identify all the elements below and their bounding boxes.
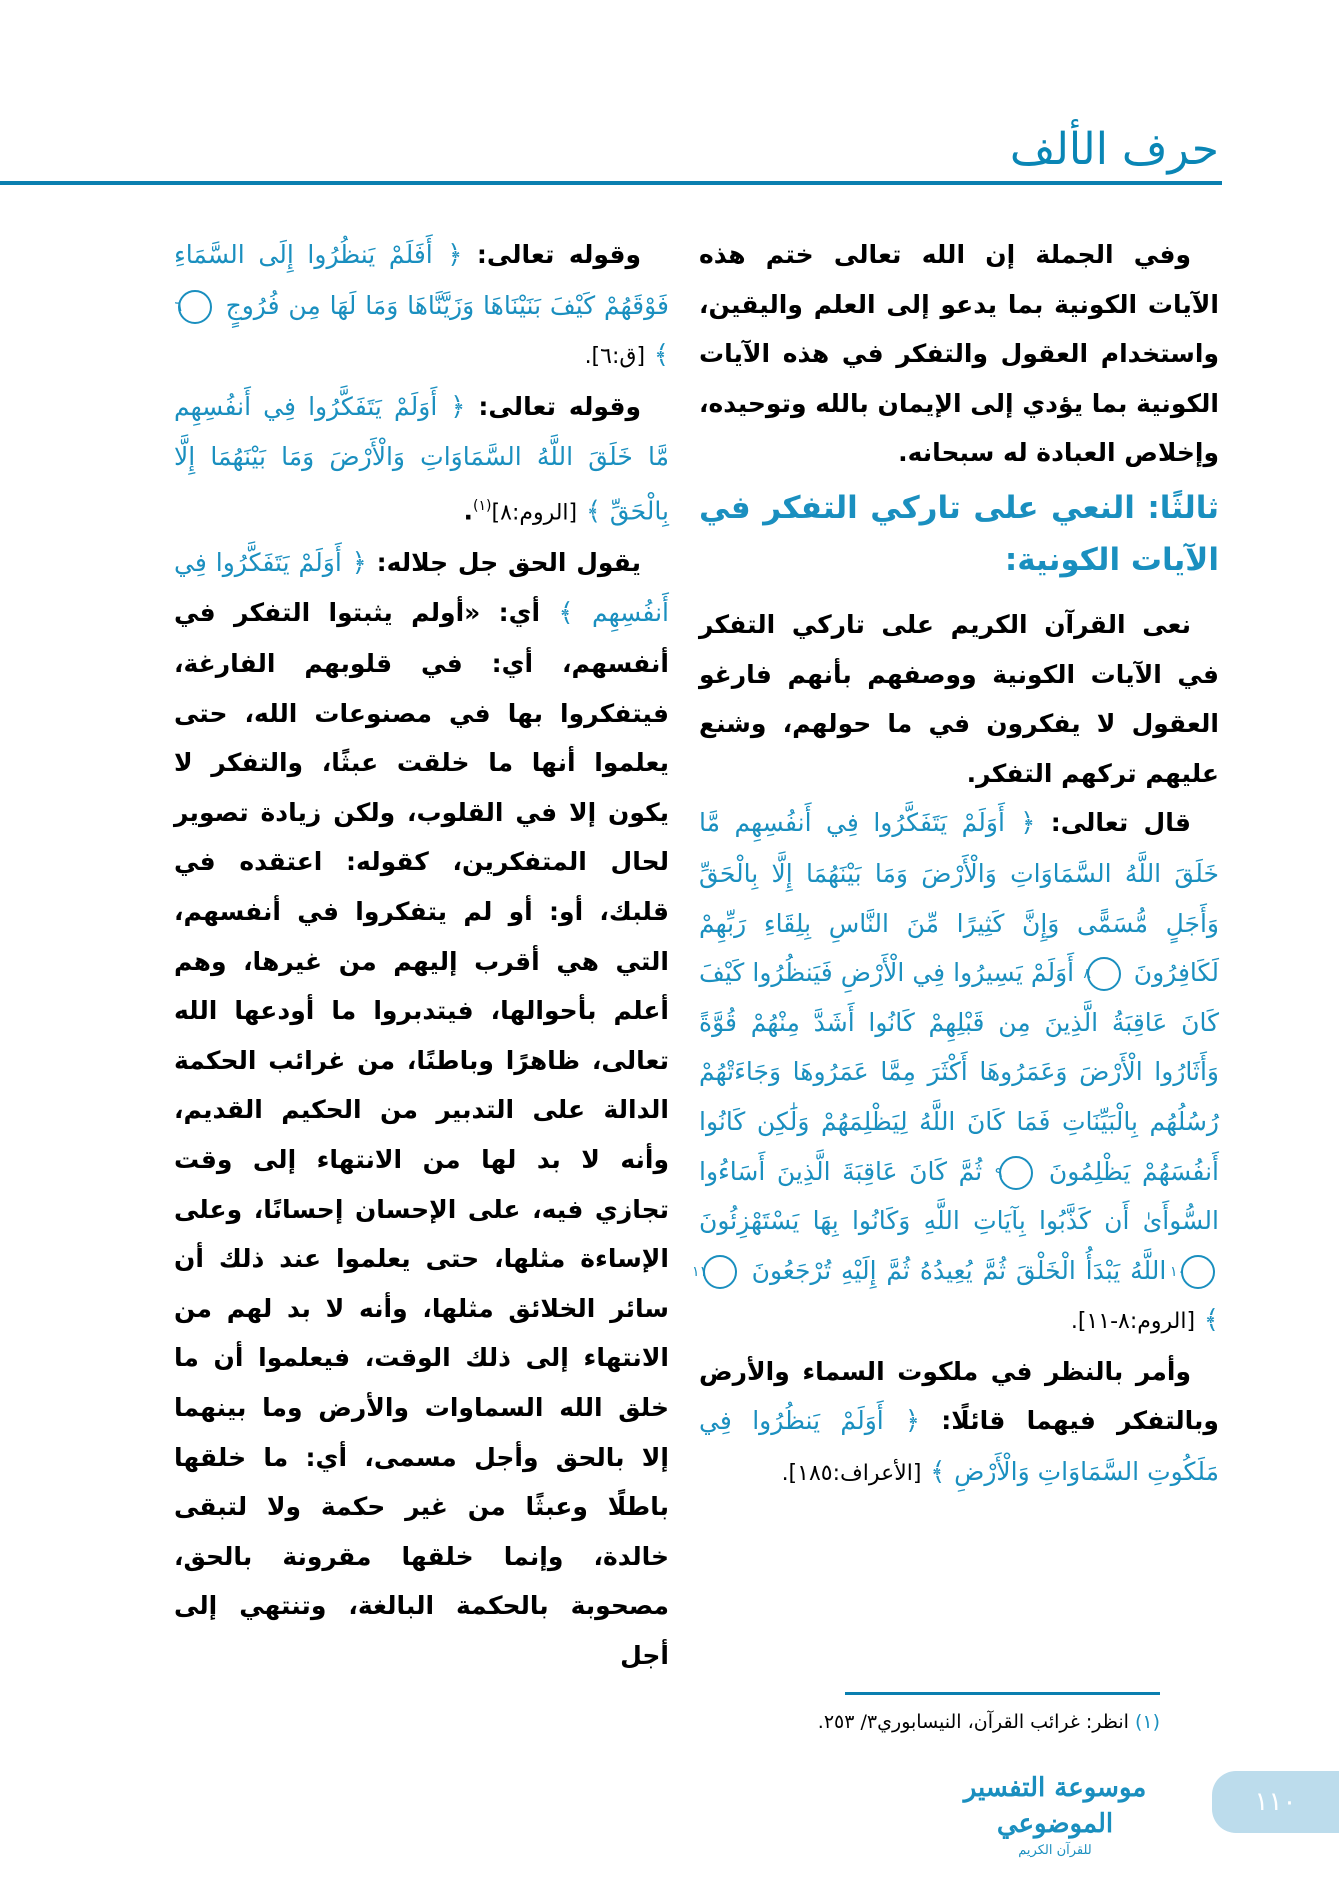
- quran-verse: أَوَلَمْ يَتَفَكَّرُوا فِي أَنفُسِهِم: [174, 547, 669, 628]
- footnote-marker[interactable]: (١): [473, 497, 492, 514]
- paragraph-intro: يقول الحق جل جلاله:: [376, 547, 641, 577]
- ornament-open-icon: ﴿: [450, 391, 466, 422]
- section-heading: ثالثًا: النعي على تاركي التفكر في الآيات الكونية:: [699, 489, 1219, 578]
- ayah-number-badge: ١١: [703, 1255, 737, 1289]
- quran-verse: أَوَلَمْ يَنظُرُوا فِي مَلَكُوتِ السَّمَاوَاتِ وَالْأَرْضِ: [699, 1406, 1219, 1487]
- quote-intro: قال تعالى:: [1050, 808, 1192, 838]
- quran-verse: أَوَلَمْ يَسِيرُوا فِي الْأَرْضِ فَيَنظُرُوا كَيْفَ كَانَ عَاقِبَةُ الَّذِينَ مِن قَبْلِهِمْ كَانُوا أَشَدَّ مِنْهُمْ قُوَّةً وَأَثَارُوا الْأَرْضَ وَعَمَرُوهَا أَكْثَرَ مِمَّا عَمَرُوهَا وَجَاءَتْهُمْ رُسُلُهُم بِالْبَيِّنَاتِ فَمَا كَانَ اللَّهُ لِيَظْلِمَهُمْ وَلَٰكِن كَانُوا أَنفُسَهُمْ يَظْلِمُونَ: [699, 958, 1219, 1186]
- footnote-number: (١): [1134, 1711, 1160, 1733]
- ornament-close-icon: ﴾: [558, 598, 574, 629]
- chapter-title: حرف الألف: [1009, 124, 1219, 175]
- ornament-open-icon: ﴿: [1020, 808, 1036, 839]
- ornament-open-icon: ﴿: [351, 547, 367, 578]
- ornament-close-icon: ﴾: [585, 496, 602, 527]
- header-divider: [0, 181, 1222, 185]
- ayah-number-badge: ٦: [178, 290, 212, 324]
- paragraph-summary: وفي الجملة إن الله تعالى ختم هذه الآيات الكونية بما يدعو إلى العلم واليقين، واستخدام العقول والتفكر في هذه الآيات الكونية بما يؤدي إلى الإيمان بالله وتوحيده، وإخلاص العبادة له سبحانه.: [699, 240, 1219, 468]
- quran-verse: أَوَلَمْ يَتَفَكَّرُوا فِي أَنفُسِهِم مَّا خَلَقَ اللَّهُ السَّمَاوَاتِ وَالْأَرْضَ وَمَا بَيْنَهُمَا إِلَّا بِالْحَقِّ: [174, 391, 669, 526]
- quote-block-rum-8: وقوله تعالى: ﴿ أَوَلَمْ يَتَفَكَّرُوا فِي أَنفُسِهِم مَّا خَلَقَ اللَّهُ السَّمَاوَاتِ وَالْأَرْضَ وَمَا بَيْنَهُمَا إِلَّا بِالْحَقِّ ﴾ [الروم:٨]$^{(١)}$.: [174, 391, 669, 527]
- paragraph-reproach: نعى القرآن الكريم على تاركي التفكر في الآيات الكونية ووصفهم بأنهم فارغو العقول لا يفكرون في ما حولهم، وشنع عليهم تركهم التفكر.: [699, 609, 1219, 788]
- logo-subtitle: للقرآن الكريم: [1018, 1843, 1092, 1858]
- quran-verse: اللَّهُ يَبْدَأُ الْخَلْقَ ثُمَّ يُعِيدُهُ ثُمَّ إِلَيْهِ تُرْجَعُونَ: [751, 1255, 1167, 1285]
- footnote: [660, 1706, 1160, 1738]
- quote-block-qaf: [174, 230, 669, 382]
- right-column: [691, 230, 1219, 1499]
- footnote-divider: [845, 1692, 1160, 1695]
- ayah-number-badge: ١٠: [1181, 1255, 1215, 1289]
- quran-verse: أَوَلَمْ يَتَفَكَّرُوا فِي أَنفُسِهِم مَّا خَلَقَ اللَّهُ السَّمَاوَاتِ وَالْأَرْضَ وَمَا بَيْنَهُمَا إِلَّا بِالْحَقِّ وَأَجَلٍ مُّسَمًّى وَإِنَّ كَثِيرًا مِّنَ النَّاسِ بِلِقَاءِ رَبِّهِمْ لَكَافِرُونَ: [699, 808, 1219, 988]
- quote-block-rum: [691, 798, 1219, 1347]
- verse-reference: [ق:٦].: [584, 344, 646, 370]
- logo-title: موسوعة التفسير الموضوعي: [963, 1773, 1147, 1839]
- ornament-close-icon: ﴾: [653, 340, 669, 371]
- ayah-number-badge: ٩: [999, 1156, 1033, 1190]
- ornament-close-icon: ﴾: [1203, 1305, 1219, 1336]
- encyclopedia-logo: [930, 1770, 1180, 1860]
- ornament-close-icon: ﴾: [930, 1457, 946, 1488]
- quran-verse: ثُمَّ كَانَ عَاقِبَةَ الَّذِينَ أَسَاءُوا السُّوأَىٰ أَن كَذَّبُوا بِآيَاتِ اللَّهِ وَكَانُوا بِهَا يَسْتَهْزِئُونَ: [699, 1156, 1219, 1236]
- quote-intro: وقوله تعالى:: [476, 240, 641, 269]
- left-column: [174, 230, 669, 1681]
- verse-reference: [الروم:٨-١١].: [1070, 1309, 1196, 1335]
- quote-intro: وقوله تعالى:: [478, 391, 641, 421]
- paragraph-commentary: [174, 538, 669, 1681]
- paragraph-command: [699, 1347, 1219, 1499]
- footnote-text: انظر: غرائب القرآن، النيسابوري٣/ ٢٥٣.: [817, 1711, 1129, 1733]
- verse-reference: [الروم:٨]: [491, 500, 578, 526]
- verse-reference: [الأعراف:١٨٥].: [781, 1461, 922, 1487]
- ayah-number-badge: ٨: [1087, 957, 1121, 991]
- quran-verse: أَفَلَمْ يَنظُرُوا إِلَى السَّمَاءِ فَوْقَهُمْ كَيْفَ بَنَيْنَاهَا وَزَيَّنَّاهَا وَمَا لَهَا مِن فُرُوجٍ: [174, 240, 669, 320]
- ornament-open-icon: ﴿: [904, 1406, 921, 1437]
- paragraph-text: أي: «أولم يثبتوا التفكر في أنفسهم، أي: في قلوبهم الفارغة، فيتفكروا بها في مصنوعات الله، حتى يعلموا أنها ما خلقت عبثًا، والتفكر لا يكون إلا في القلوب، ولكن زيادة تصوير لحال المتفكرين، كقوله: اعتقده في قلبك، أو: أو لم يتفكروا في أنفسهم، التي هي أقرب إليهم من غيرها، وهم أعلم بأحوالها، فيتدبروا ما أودعها الله تعالى، ظاهرًا وباطنًا، من غرائب الحكمة الدالة على التدبير من الحكيم القديم، وأنه لا بد لها من الانتهاء إلى وقت تجازي فيه، على الإحسان إحسانًا، وعلى الإساءة مثلها، حتى يعلموا عند ذلك أن سائر الخلائق مثلها، وأنه لا بد لهم من الانتهاء إلى ذلك الوقت، فيعلموا أن ما خلق الله السماوات والأرض وما بينهما إلا بالحق وأجل مسمى، أي: ما خلقها باطلًا وعبثًا من غير حكمة ولا لتبقى خالدة، وإنما خلقها مقرونة بالحق، مصحوبة بالحكمة البالغة، وتنتهي إلى أجل: [174, 598, 669, 1670]
- paragraph-text: وأمر بالنظر في ملكوت السماء والأرض وبالتفكر فيهما قائلًا:: [699, 1356, 1219, 1436]
- page-number-badge: ١١٠: [1212, 1771, 1339, 1833]
- ornament-open-icon: ﴿: [447, 240, 463, 270]
